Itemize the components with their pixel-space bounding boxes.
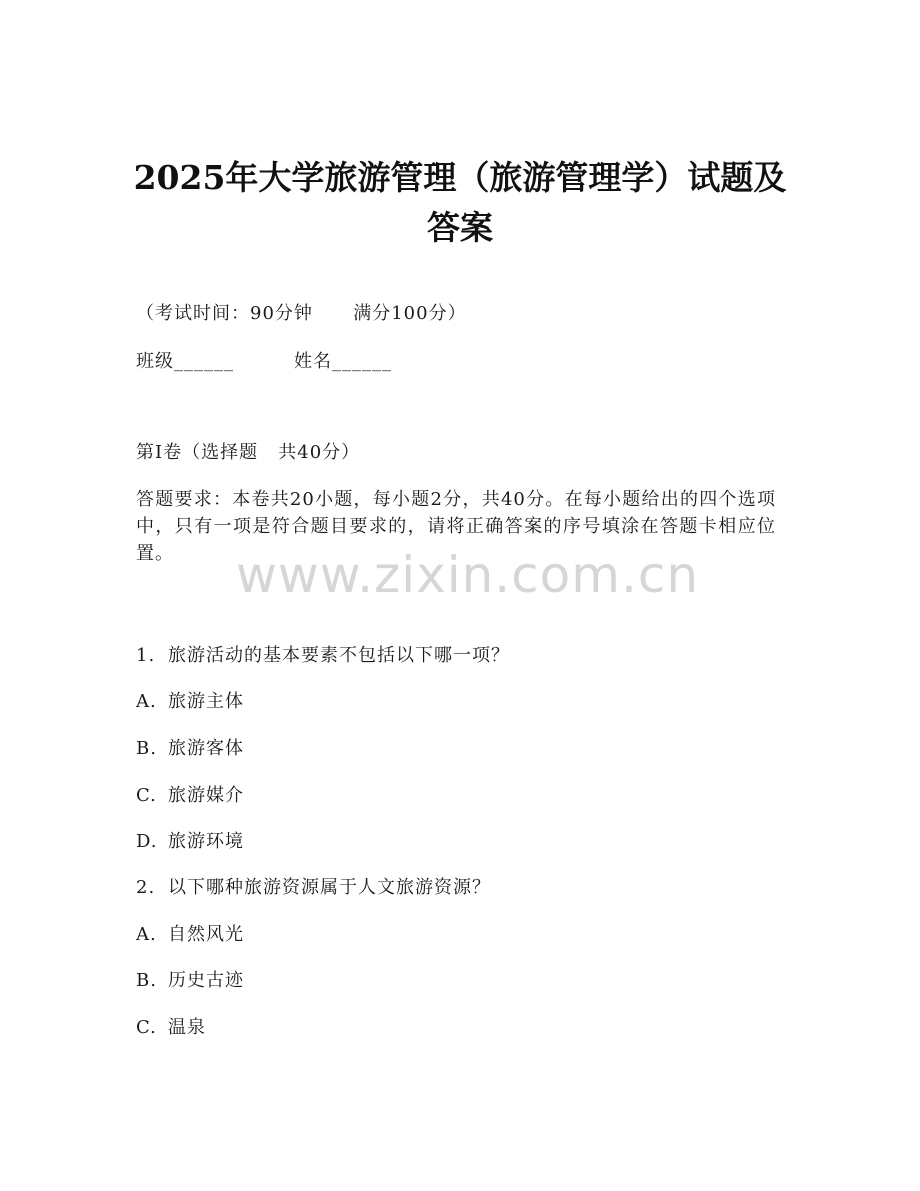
question-2 [136, 876, 491, 900]
option-key: B. [136, 738, 157, 759]
option-key: C. [136, 785, 157, 806]
option-text: 自然风光 [168, 924, 244, 945]
class-field: 班级______ [136, 351, 234, 372]
document-title-line-2: 答案 [427, 208, 493, 247]
option-key: C. [136, 1017, 157, 1038]
question-1-option-b [136, 737, 244, 761]
option-key: A. [136, 924, 157, 945]
name-field: 姓名______ [294, 351, 392, 372]
question-1-option-d [136, 830, 244, 854]
option-text: 旅游客体 [168, 738, 244, 759]
option-key: A. [136, 691, 157, 712]
option-text: 旅游主体 [168, 691, 244, 712]
question-2-option-b [136, 969, 244, 993]
question-1-option-c [136, 784, 244, 808]
option-key: B. [136, 970, 157, 991]
question-2-option-c [136, 1016, 206, 1040]
exam-info: （考试时间：90分钟 满分100分） [136, 303, 467, 324]
question-text: 旅游活动的基本要素不包括以下哪一项？ [168, 645, 510, 666]
answer-instructions: 答题要求：本卷共20小题，每小题2分，共40分。在每小题给出的四个选项中，只有一项是符合题目要求的，请将正确答案的序号填涂在答题卡相应位置。 [136, 489, 776, 564]
section-heading: 第I卷（选择题 共40分） [136, 442, 361, 463]
option-text: 温泉 [168, 1017, 206, 1038]
option-text: 旅游媒介 [168, 785, 244, 806]
question-1 [136, 644, 510, 668]
question-number: 1. [136, 645, 156, 666]
question-text: 以下哪种旅游资源属于人文旅游资源？ [168, 877, 491, 898]
watermark: www.zixin.com.cn [236, 546, 700, 604]
option-key: D. [136, 831, 158, 852]
question-number: 2. [136, 877, 156, 898]
option-text: 历史古迹 [168, 970, 244, 991]
document-title-line-1: 2025年大学旅游管理（旅游管理学）试题及 [133, 158, 787, 197]
option-text: 旅游环境 [168, 831, 244, 852]
question-2-option-a [136, 923, 244, 947]
question-1-option-a [136, 690, 244, 714]
